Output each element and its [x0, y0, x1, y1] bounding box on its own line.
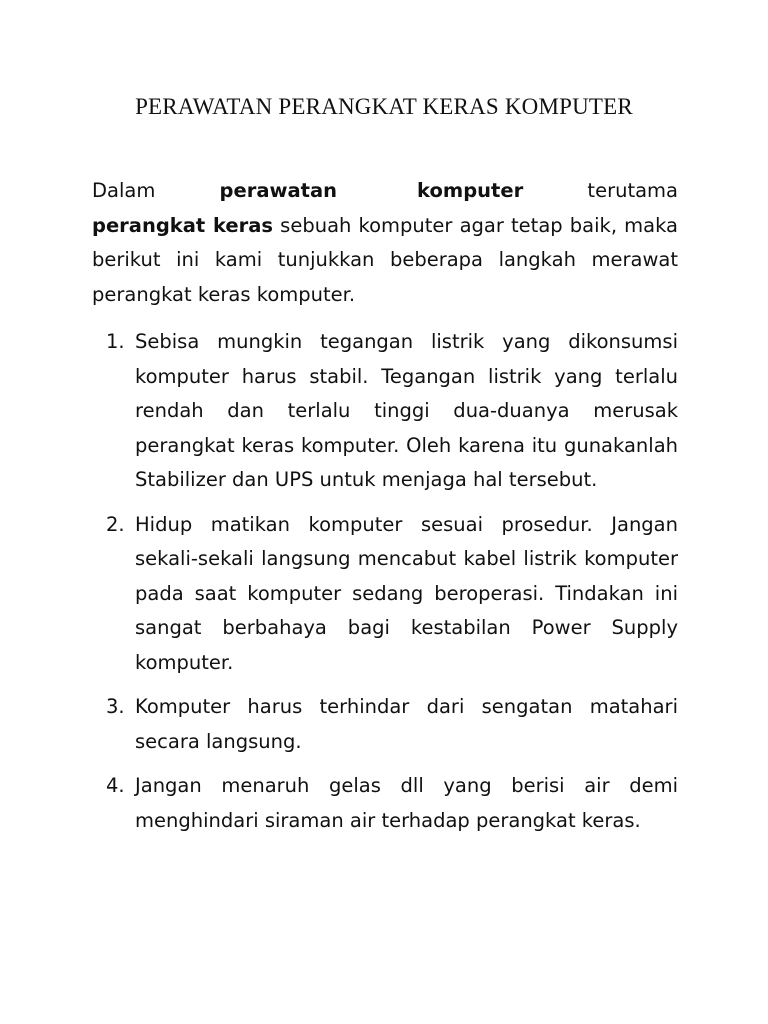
list-item — [92, 325, 678, 498]
list-item-text: Hidup matikan komputer sesuai prosedur. Jangan sekali-sekali langsung mencabut kabel listrik komputer pada saat komputer sedang beroperasi. Tindakan ini sangat berbahaya bagi kestabilan Power Supply komputer. — [135, 512, 678, 674]
list-item-text: Jangan menaruh gelas dll yang berisi air demi menghindari siraman air terhadap perangkat keras. — [135, 774, 678, 832]
list-item-text: Komputer harus terhindar dari sengatan matahari secara langsung. — [135, 695, 678, 753]
document-title: PERAWATAN PERANGKAT KERAS KOMPUTER — [135, 94, 633, 119]
intro-bold-perangkat-keras: perangkat keras — [92, 213, 274, 237]
list-item — [92, 690, 678, 759]
list-item — [92, 508, 678, 681]
list-item-number: 3. — [106, 695, 125, 718]
intro-bold-komputer: komputer — [417, 179, 524, 202]
intro-paragraph — [92, 174, 678, 312]
intro-text-2: terutama — [523, 179, 678, 202]
intro-text-1: Dalam — [92, 179, 220, 202]
list-item-number: 2. — [106, 512, 125, 536]
list-item — [92, 769, 678, 838]
steps-list — [92, 325, 678, 848]
list-item-text: Sebisa mungkin tegangan listrik yang dikonsumsi komputer harus stabil. Tegangan listrik yang terlalu rendah dan terlalu tinggi dua-duanya merusak perangkat keras komputer. Oleh karena itu gunakanlah Stabilizer dan UPS untuk menjaga hal tersebut. — [135, 330, 678, 491]
intro-text-3: sebuah komputer agar tetap baik, maka berikut ini kami tunjukkan beberapa langkah merawat perangkat keras komputer. — [92, 213, 679, 306]
list-item-number: 1. — [106, 330, 125, 353]
list-item-number: 4. — [106, 774, 125, 797]
intro-bold-perawatan: perawatan — [219, 179, 338, 202]
